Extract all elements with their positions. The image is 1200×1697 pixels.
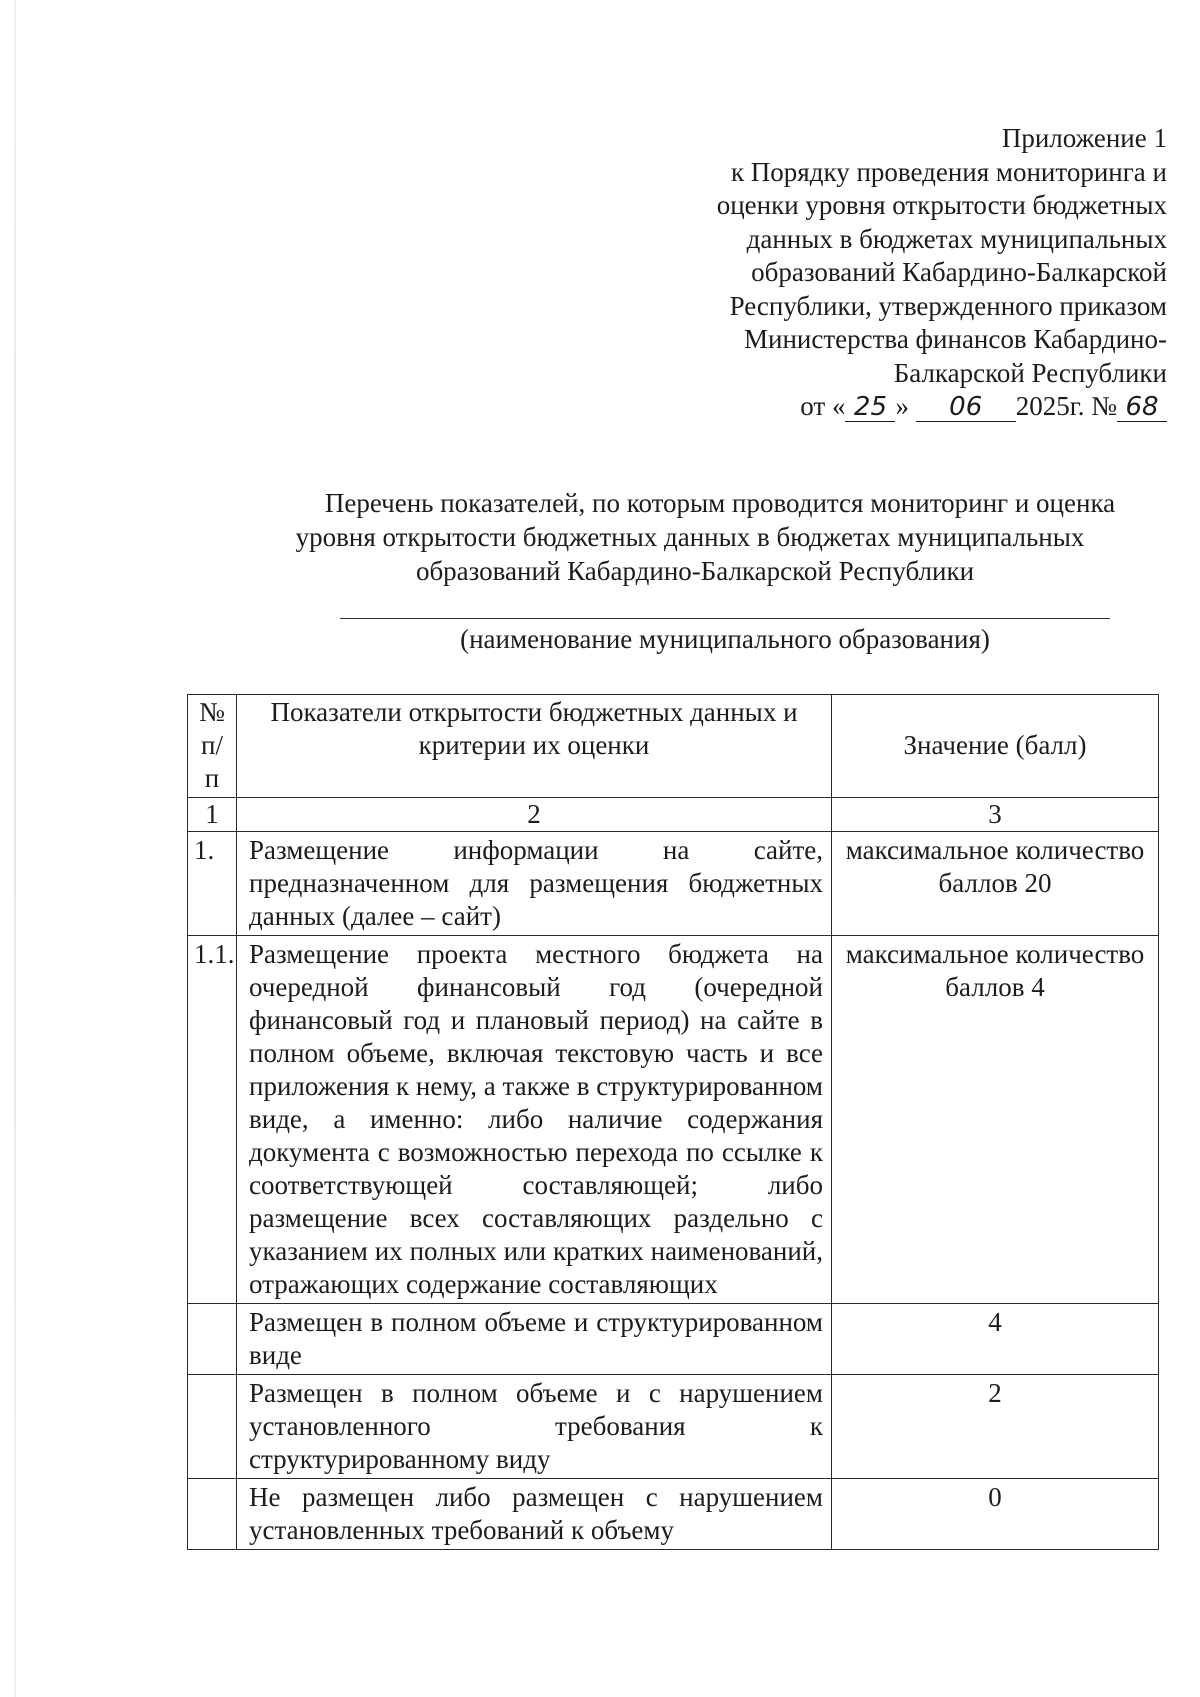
municipality-blank-line	[340, 618, 1110, 619]
row-indicator: Размещен в полном объеме и с нарушением установленного требования к структурированному виду	[237, 1375, 832, 1479]
column-index: 3	[832, 798, 1159, 832]
scan-edge-artifact	[14, 0, 16, 1697]
heading-line: образований Кабардино-Балкарской Республики	[415, 556, 975, 586]
appendix-line: Приложение 1	[1001, 123, 1167, 153]
table-header-row	[188, 695, 1159, 798]
table-row	[188, 1479, 1159, 1550]
row-value: 4	[832, 1304, 1159, 1375]
row-num: 1.	[188, 832, 237, 936]
row-num	[188, 1304, 237, 1375]
row-value: 2	[832, 1375, 1159, 1479]
row-indicator: Размещение информации на сайте, предназначенном для размещения бюджетных данных (далее – сайт)	[237, 832, 832, 936]
header-num: № п/п	[188, 695, 237, 798]
table-row	[188, 832, 1159, 936]
indicators-table	[187, 694, 1159, 1550]
appendix-line: образований Кабардино-Балкарской	[751, 257, 1167, 287]
row-value: максимальное количество баллов 4	[832, 936, 1159, 1304]
handwritten-day: 25	[845, 393, 895, 422]
appendix-block	[547, 122, 1167, 424]
date-prefix: от «	[800, 391, 846, 421]
column-index: 1	[188, 798, 237, 832]
table-row	[188, 936, 1159, 1304]
row-num	[188, 1479, 237, 1550]
column-index-row	[188, 798, 1159, 832]
row-num	[188, 1375, 237, 1479]
municipality-caption: (наименование муниципального образования)	[460, 624, 990, 654]
column-index: 2	[237, 798, 832, 832]
row-value: максимальное количество баллов 20	[832, 832, 1159, 936]
table-row	[188, 1375, 1159, 1479]
date-quote-close: »	[895, 391, 909, 421]
appendix-line: данных в бюджетах муниципальных	[746, 223, 1167, 254]
heading-line: уровня открытости бюджетных данных в бюджетах муниципальных	[295, 522, 1085, 552]
row-indicator: Размещен в полном объеме и структурированном виде	[237, 1304, 832, 1375]
appendix-line: Балкарской Республики	[893, 357, 1167, 388]
appendix-line: оценки уровня открытости бюджетных	[716, 190, 1167, 220]
table-row	[188, 1304, 1159, 1375]
date-year: 2025г. №	[1015, 391, 1117, 421]
header-value: Значение (балл)	[832, 695, 1159, 798]
header-indicator: Показатели открытости бюджетных данных и критерии их оценки	[237, 695, 832, 798]
row-indicator: Не размещен либо размещен с нарушением установленных требований к объему	[237, 1479, 832, 1550]
row-num: 1.1.	[188, 936, 237, 1304]
appendix-line: к Порядку проведения мониторинга и	[730, 156, 1167, 187]
row-indicator: Размещение проекта местного бюджета на очередной финансовый год (очередной финансовый год и плановый период) на сайте в полном объеме, включая текстовую часть и все приложения к нему, а также в структурированном виде, а именно: либо наличие содержания документа с возможностью перехода по ссылке к соответствующей составляющей; либо размещение всех составляющих раздельно с указанием их полных или кратких наименований, отражающих содержание составляющих	[237, 936, 832, 1304]
heading-line: Перечень показателей, по которым проводится мониторинг и оценка	[324, 488, 1116, 518]
order-date-line	[547, 390, 1167, 424]
row-value: 0	[832, 1479, 1159, 1550]
appendix-line: Министерства финансов Кабардино-	[744, 324, 1167, 354]
handwritten-order-number: 68	[1117, 393, 1167, 422]
handwritten-month: 06	[916, 393, 1016, 422]
document-heading	[240, 486, 1140, 588]
appendix-line: Республики, утвержденного приказом	[729, 290, 1167, 321]
